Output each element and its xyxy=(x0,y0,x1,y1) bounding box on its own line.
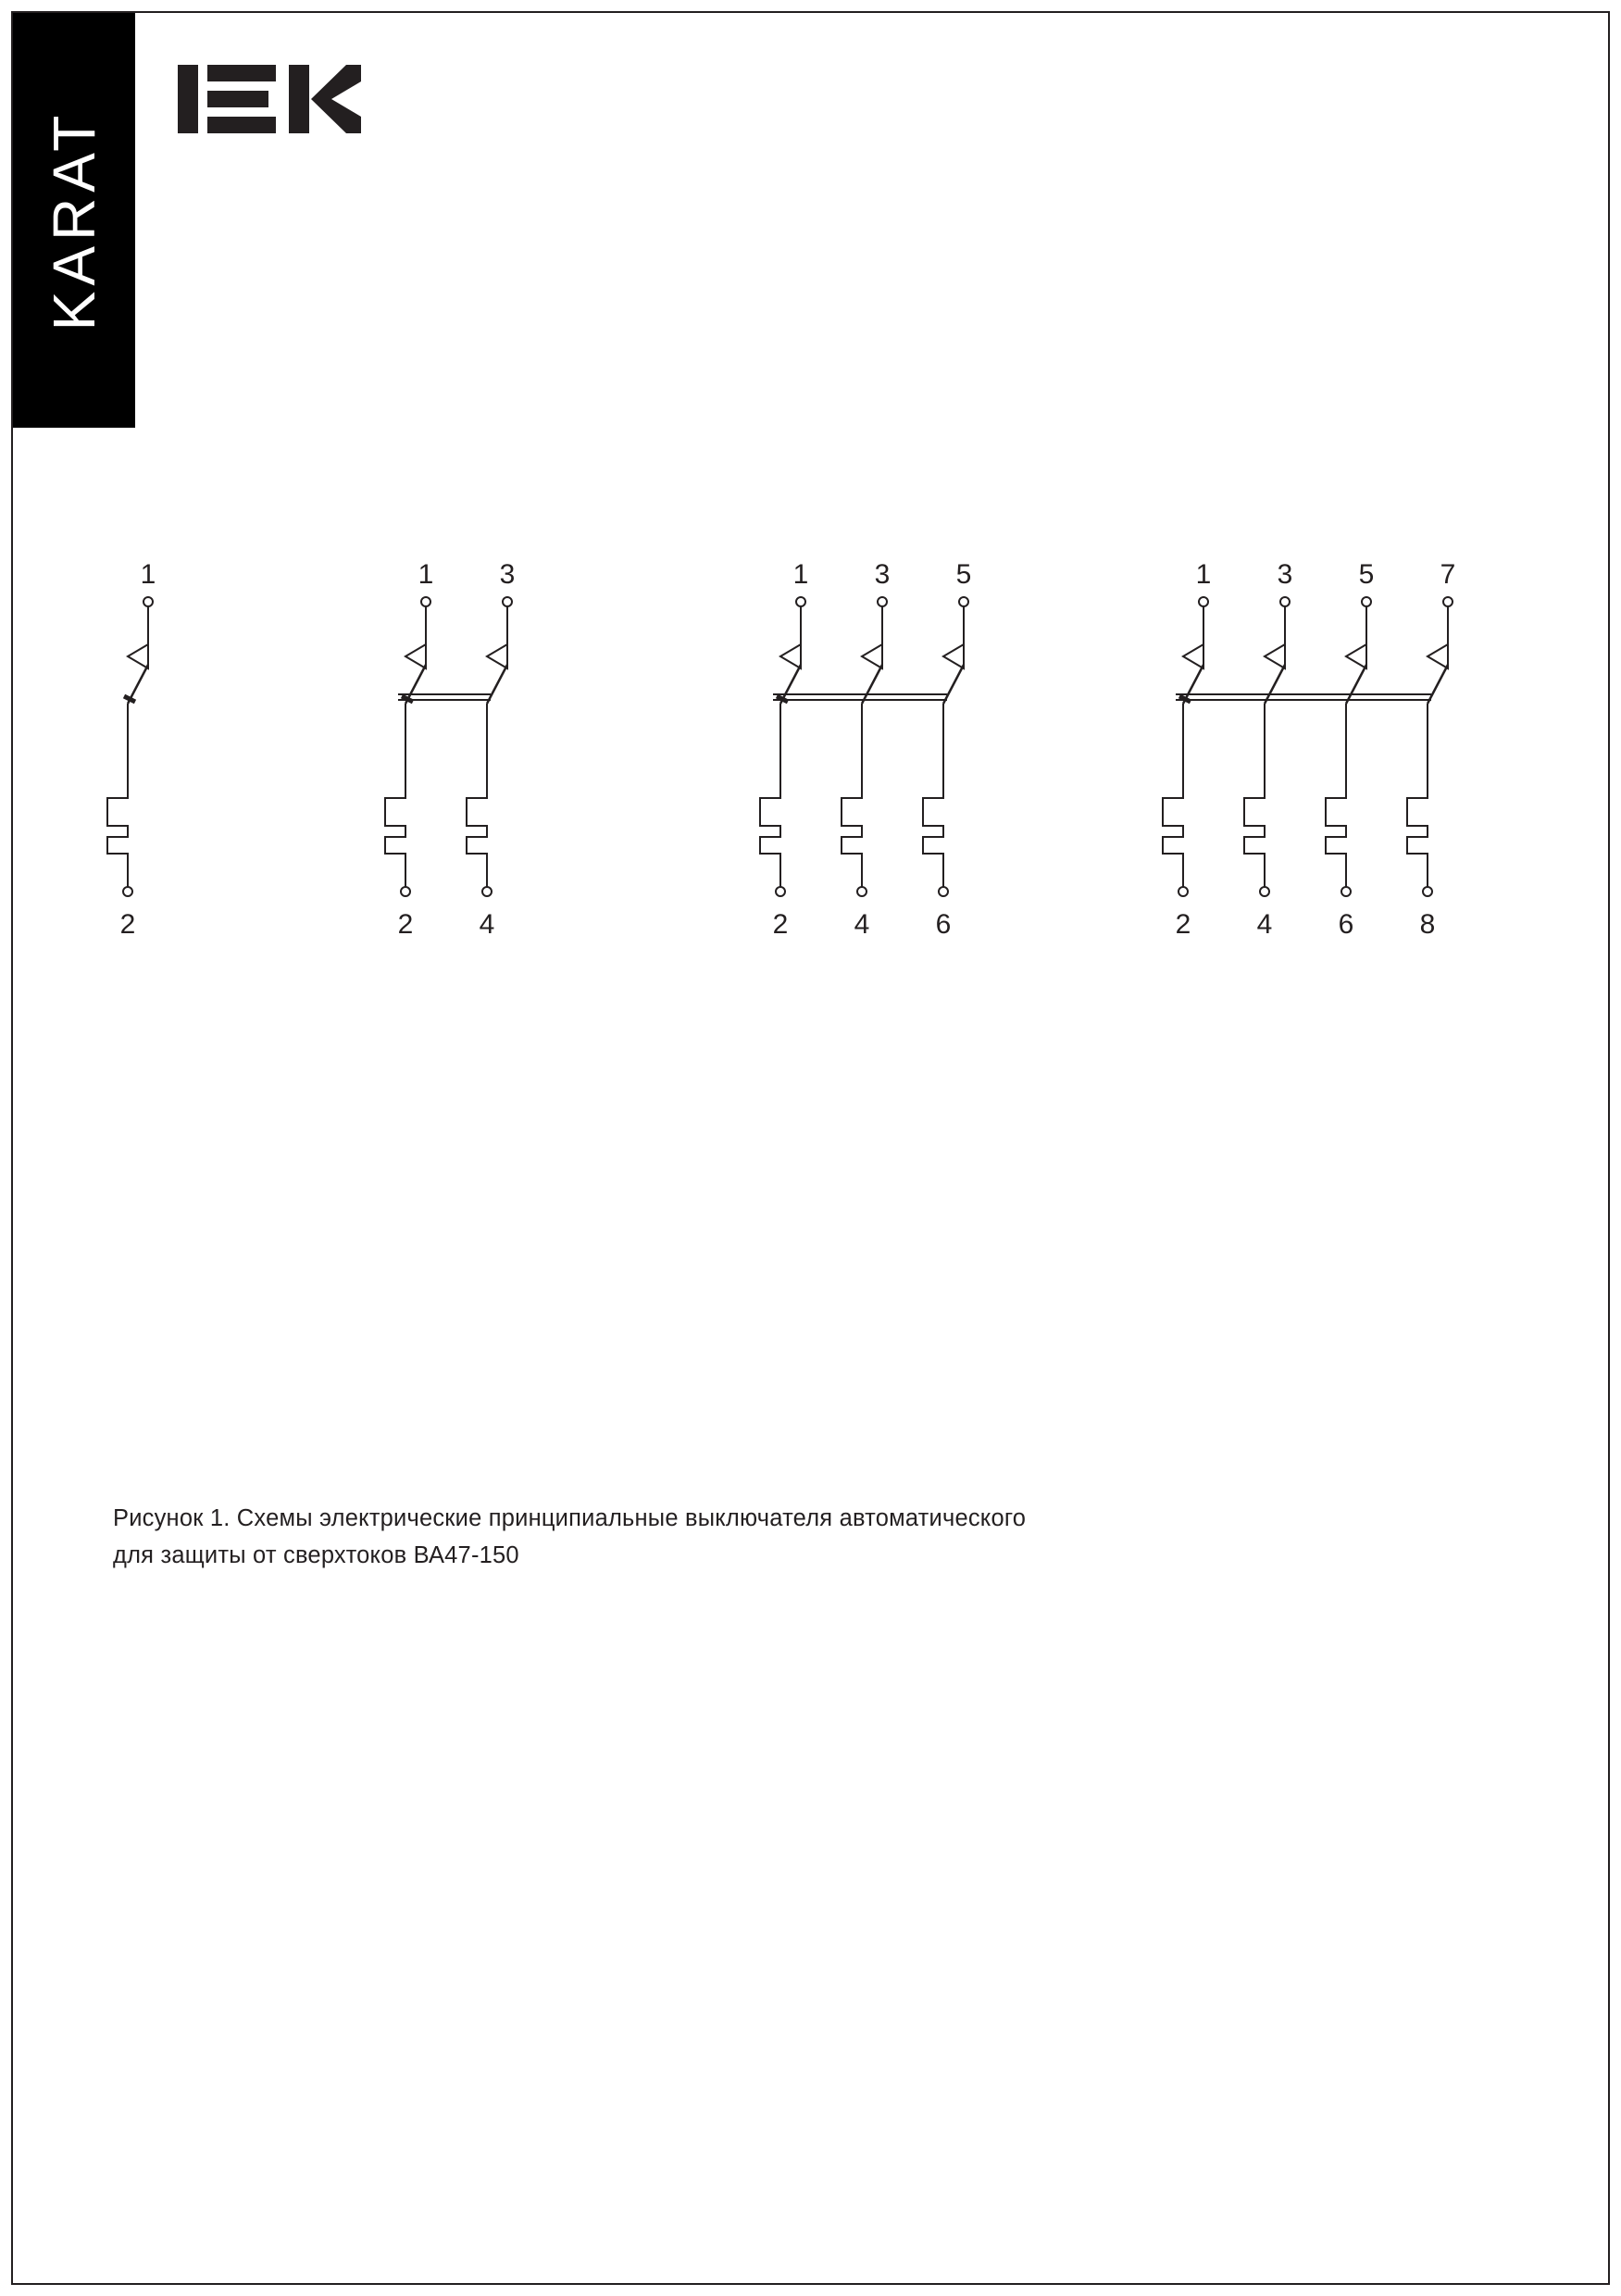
terminal-label: 1 xyxy=(1195,559,1212,590)
terminal-label: 3 xyxy=(1277,559,1293,590)
terminal-label: 6 xyxy=(935,909,952,940)
diagram-4p xyxy=(1163,559,1455,940)
page-border xyxy=(11,11,1610,2285)
figure-caption xyxy=(113,1500,1270,1574)
iek-logo xyxy=(176,57,361,141)
terminal-label: 6 xyxy=(1338,909,1354,940)
terminal-label: 4 xyxy=(854,909,870,940)
terminal-label: 3 xyxy=(499,559,516,590)
terminal-label: 2 xyxy=(1175,909,1191,940)
brand-tab-label: KARAT xyxy=(41,109,107,331)
brand-tab xyxy=(13,13,135,428)
schematic-diagrams xyxy=(93,555,1537,1037)
figure-caption-line-1: Рисунок 1. Схемы электрические принципиальные выключателя автоматического xyxy=(113,1505,1027,1531)
diagram-3p xyxy=(760,559,971,940)
terminal-label: 4 xyxy=(479,909,495,940)
diagram-2p xyxy=(385,559,515,940)
terminal-label: 4 xyxy=(1256,909,1273,940)
terminal-label: 7 xyxy=(1440,559,1456,590)
terminal-label: 1 xyxy=(140,559,156,590)
terminal-label: 5 xyxy=(955,559,972,590)
terminal-label: 3 xyxy=(874,559,891,590)
terminal-label: 5 xyxy=(1358,559,1375,590)
diagram-1p xyxy=(107,559,156,940)
figure-caption-line-2: для защиты от сверхтоков ВА47-150 xyxy=(113,1542,519,1568)
terminal-label: 8 xyxy=(1419,909,1436,940)
terminal-label: 1 xyxy=(792,559,809,590)
terminal-label: 2 xyxy=(397,909,414,940)
terminal-label: 1 xyxy=(418,559,434,590)
terminal-label: 2 xyxy=(119,909,136,940)
terminal-label: 2 xyxy=(772,909,789,940)
